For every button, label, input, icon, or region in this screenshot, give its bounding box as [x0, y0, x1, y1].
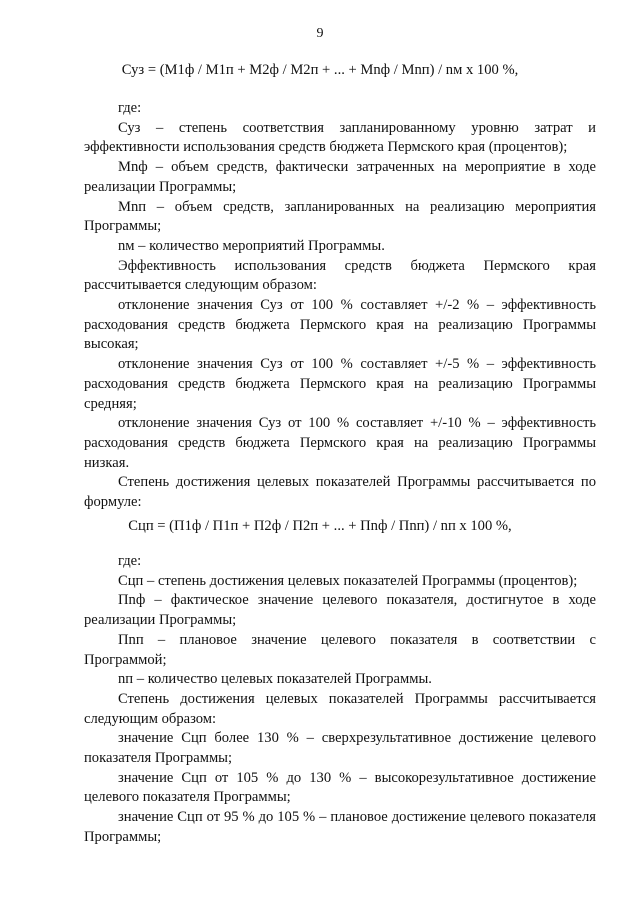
- paragraph: Пnп – плановое значение целевого показателя в соответствии с Программой;: [84, 631, 596, 668]
- paragraph: nп – количество целевых показателей Программы.: [118, 671, 432, 688]
- page-number: 9: [316, 26, 324, 41]
- paragraph: Эффективность использования средств бюджета Пермского края рассчитывается следующим образом:: [84, 257, 596, 294]
- paragraph: Степень достижения целевых показателей Программы рассчитывается следующим образом:: [84, 690, 596, 727]
- paragraph: значение Сцп от 95 % до 105 % – плановое достижение целевого показателя Программы;: [84, 809, 596, 845]
- paragraph: Мnп – объем средств, запланированных на реализацию мероприятия Программы;: [84, 198, 596, 235]
- paragraph: Суз – степень соответствия запланированному уровню затрат и эффективности использования средств бюджета Пермского края (процентов);: [84, 119, 596, 156]
- paragraph: отклонение значения Суз от 100 % составляет +/-5 % – эффективность расходования средств бюджета Пермского края на реализацию Программы средняя;: [84, 356, 596, 412]
- paragraph: Степень достижения целевых показателей Программы рассчитывается по формуле:: [84, 474, 596, 511]
- paragraph: Сцп – степень достижения целевых показателей Программы (процентов);: [118, 572, 578, 589]
- paragraph: Мnф – объем средств, фактически затраченных на мероприятие в ходе реализации Программы;: [84, 159, 596, 195]
- formula-suz-explanation: [84, 99, 596, 513]
- paragraph: отклонение значения Суз от 100 % составляет +/-10 % – эффективность расходования средств бюджета Пермского края на реализацию Программы низкая.: [84, 415, 596, 471]
- paragraph: Пnф – фактическое значение целевого показателя, достигнутое в ходе реализации Программы;: [84, 592, 596, 629]
- where-label: где:: [118, 553, 142, 569]
- paragraph: отклонение значения Суз от 100 % составляет +/-2 % – эффективность расходования средств бюджета Пермского края на реализацию Программы высокая;: [84, 297, 596, 353]
- where-label: где:: [118, 100, 142, 116]
- formula-scp: Сцп = (П1ф / П1п + П2ф / П2п + ... + Пnф / Пnп) / nп x 100 %,: [128, 518, 512, 534]
- formula-scp-explanation: [84, 552, 596, 848]
- paragraph: значение Сцп от 105 % до 130 % – высокорезультативное достижение целевого показателя Программы;: [84, 769, 596, 806]
- formula-suz: Суз = (М1ф / М1п + М2ф / М2п + ... + Мnф / Мnп) / nм x 100 %,: [121, 62, 519, 78]
- paragraph: nм – количество мероприятий Программы.: [118, 237, 385, 254]
- paragraph: значение Сцп более 130 % – сверхрезультативное достижение целевого показателя Программы;: [84, 730, 596, 767]
